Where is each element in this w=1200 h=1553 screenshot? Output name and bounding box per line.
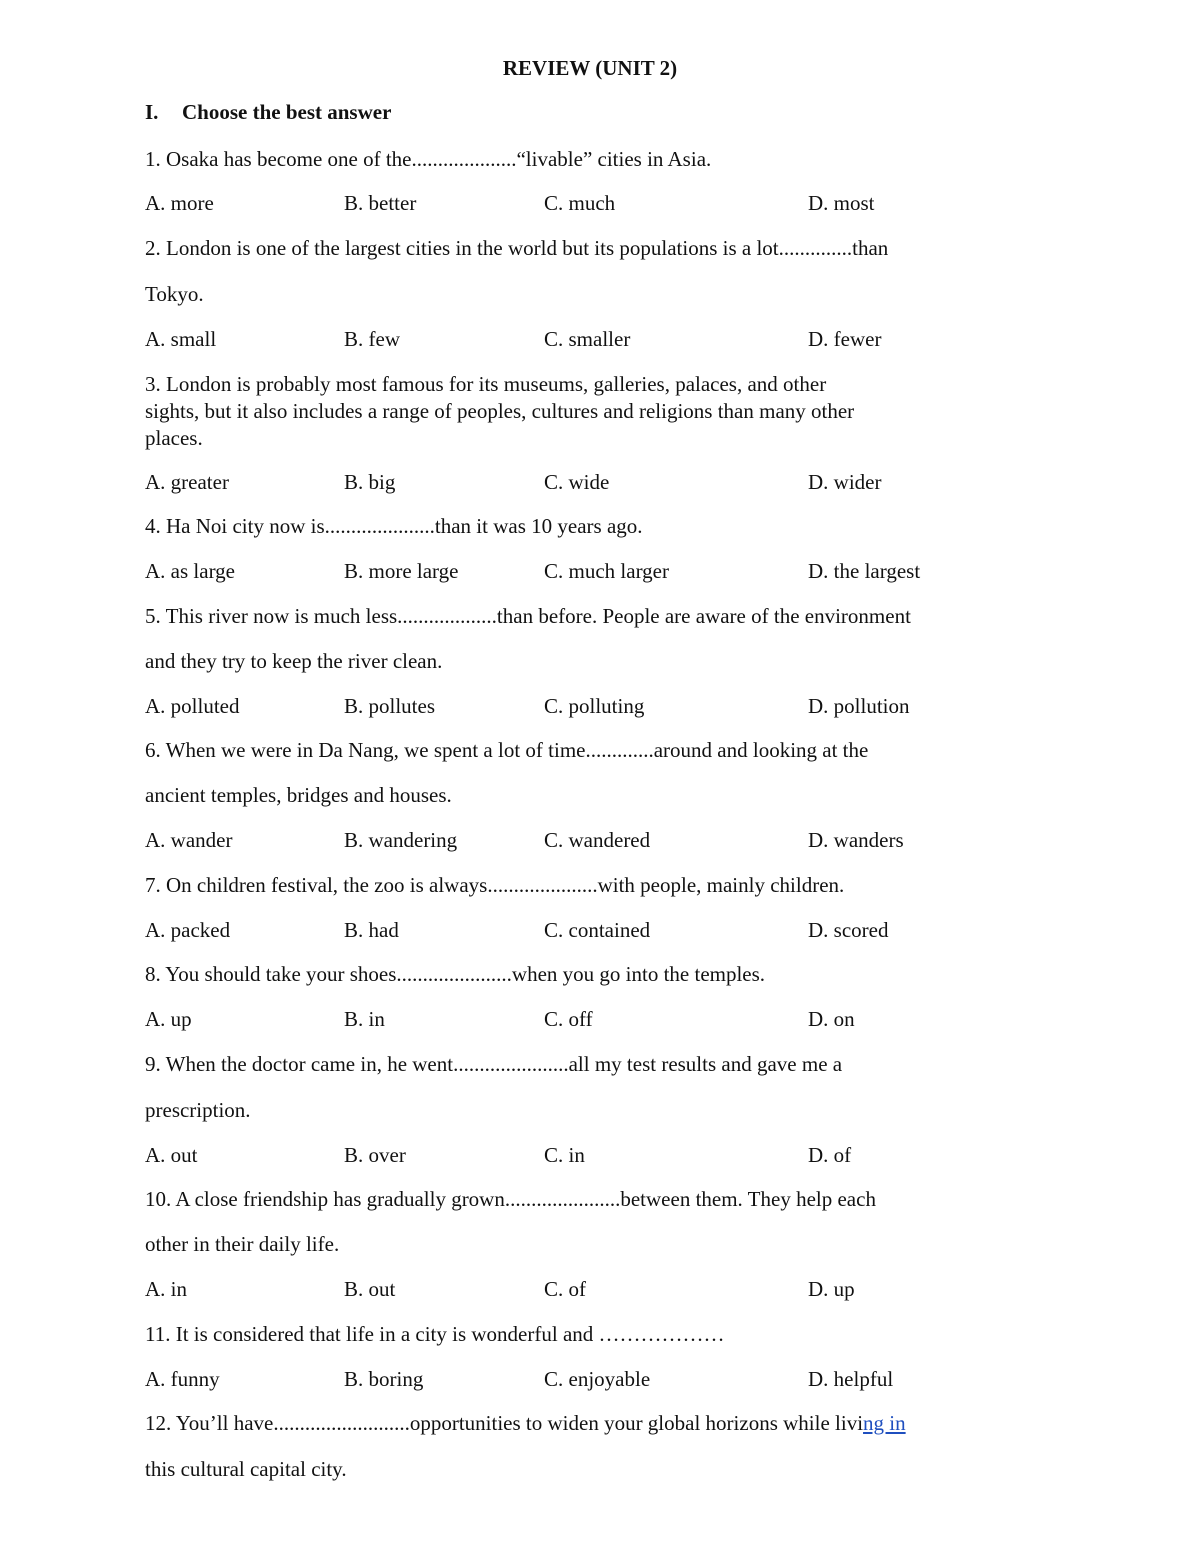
question-10-options [145, 1276, 1045, 1302]
question-11-options [145, 1366, 1045, 1392]
option-b[interactable]: B. wandering [344, 828, 458, 852]
option-d[interactable]: D. the largest [808, 559, 921, 583]
option-c[interactable]: C. in [544, 1143, 585, 1167]
option-b[interactable]: B. big [344, 470, 396, 494]
option-d[interactable]: D. up [808, 1277, 855, 1301]
option-a[interactable]: A. polluted [145, 694, 240, 718]
question-7-options [145, 917, 1045, 943]
option-a[interactable]: A. as large [145, 559, 235, 583]
option-c[interactable]: C. enjoyable [544, 1367, 651, 1391]
option-a[interactable]: A. greater [145, 470, 229, 494]
option-a[interactable]: A. packed [145, 918, 231, 942]
question-9-line-2: prescription. [145, 1098, 251, 1122]
question-3-options [145, 469, 1045, 495]
section-heading-text: Choose the best answer [182, 100, 392, 124]
option-b[interactable]: B. in [344, 1007, 385, 1031]
question-4-line-1: 4. Ha Noi city now is.....................than it was 10 years ago. [145, 514, 643, 538]
question-12-line-2: this cultural capital city. [145, 1457, 347, 1481]
option-a[interactable]: A. up [145, 1007, 192, 1031]
question-3-line-1: 3. London is probably most famous for its museums, galleries, palaces, and other [145, 372, 827, 396]
question-9-options [145, 1142, 1045, 1168]
option-b[interactable]: B. boring [344, 1367, 424, 1391]
question-9-line-1: 9. When the doctor came in, he went......................all my test results and gave me a [145, 1052, 843, 1076]
option-b[interactable]: B. pollutes [344, 694, 436, 718]
question-10-line-2: other in their daily life. [145, 1232, 340, 1256]
option-d[interactable]: D. most [808, 191, 875, 215]
option-a[interactable]: A. small [145, 327, 217, 351]
option-d[interactable]: D. on [808, 1007, 855, 1031]
section-number: I. [145, 100, 159, 124]
option-b[interactable]: B. few [344, 327, 400, 351]
option-a[interactable]: A. funny [145, 1367, 220, 1391]
option-c[interactable]: C. wandered [544, 828, 651, 852]
question-3-line-2: sights, but it also includes a range of peoples, cultures and religions than many other [145, 399, 855, 423]
option-a[interactable]: A. more [145, 191, 214, 215]
option-b[interactable]: B. better [344, 191, 417, 215]
option-c[interactable]: C. smaller [544, 327, 631, 351]
question-6-line-1: 6. When we were in Da Nang, we spent a lot of time.............around and looking at the [145, 738, 869, 762]
hyperlink-text[interactable]: ng in [863, 1411, 906, 1435]
question-6-options [145, 827, 1045, 853]
question-2-line-1: 2. London is one of the largest cities in the world but its populations is a lot..............than [145, 236, 889, 260]
question-2-line-2: Tokyo. [145, 282, 204, 306]
question-5-line-1: 5. This river now is much less...................than before. People are aware of the environment [145, 604, 911, 628]
option-a[interactable]: A. wander [145, 828, 233, 852]
question-12-line-1 [145, 1410, 906, 1436]
option-d[interactable]: D. of [808, 1143, 852, 1167]
section-heading [145, 100, 391, 125]
question-3-line-3: places. [145, 426, 203, 450]
option-d[interactable]: D. scored [808, 918, 889, 942]
option-c[interactable]: C. contained [544, 918, 651, 942]
option-a[interactable]: A. in [145, 1277, 187, 1301]
option-d[interactable]: D. pollution [808, 694, 910, 718]
question-2-options [145, 326, 1045, 352]
question-10-line-1: 10. A close friendship has gradually grown......................between them. They help each [145, 1187, 876, 1211]
option-d[interactable]: D. wider [808, 470, 882, 494]
option-b[interactable]: B. out [344, 1277, 396, 1301]
option-d[interactable]: D. wanders [808, 828, 904, 852]
question-4-options [145, 558, 1045, 584]
question-11-line-1: 11. It is considered that life in a city is wonderful and ……………… [145, 1322, 725, 1346]
question-6-line-2: ancient temples, bridges and houses. [145, 783, 452, 807]
question-1-line-1: 1. Osaka has become one of the....................“livable” cities in Asia. [145, 147, 712, 171]
question-7-line-1: 7. On children festival, the zoo is always.....................with people, mainly children. [145, 873, 845, 897]
question-8-line-1: 8. You should take your shoes......................when you go into the temples. [145, 962, 766, 986]
option-c[interactable]: C. much larger [544, 559, 669, 583]
option-d[interactable]: D. helpful [808, 1367, 894, 1391]
option-c[interactable]: C. much [544, 191, 616, 215]
option-a[interactable]: A. out [145, 1143, 198, 1167]
question-5-options [145, 693, 1045, 719]
question-8-options [145, 1006, 1045, 1032]
question-12-text: 12. You’ll have..........................opportunities to widen your global horizons while livi [145, 1411, 864, 1435]
option-c[interactable]: C. of [544, 1277, 586, 1301]
page-title: REVIEW (UNIT 2) [502, 56, 678, 80]
option-c[interactable]: C. off [544, 1007, 593, 1031]
option-c[interactable]: C. wide [544, 470, 610, 494]
option-b[interactable]: B. had [344, 918, 399, 942]
question-5-line-2: and they try to keep the river clean. [145, 649, 443, 673]
option-b[interactable]: B. over [344, 1143, 406, 1167]
option-c[interactable]: C. polluting [544, 694, 645, 718]
question-1-options [145, 190, 1045, 216]
option-b[interactable]: B. more large [344, 559, 459, 583]
option-d[interactable]: D. fewer [808, 327, 882, 351]
